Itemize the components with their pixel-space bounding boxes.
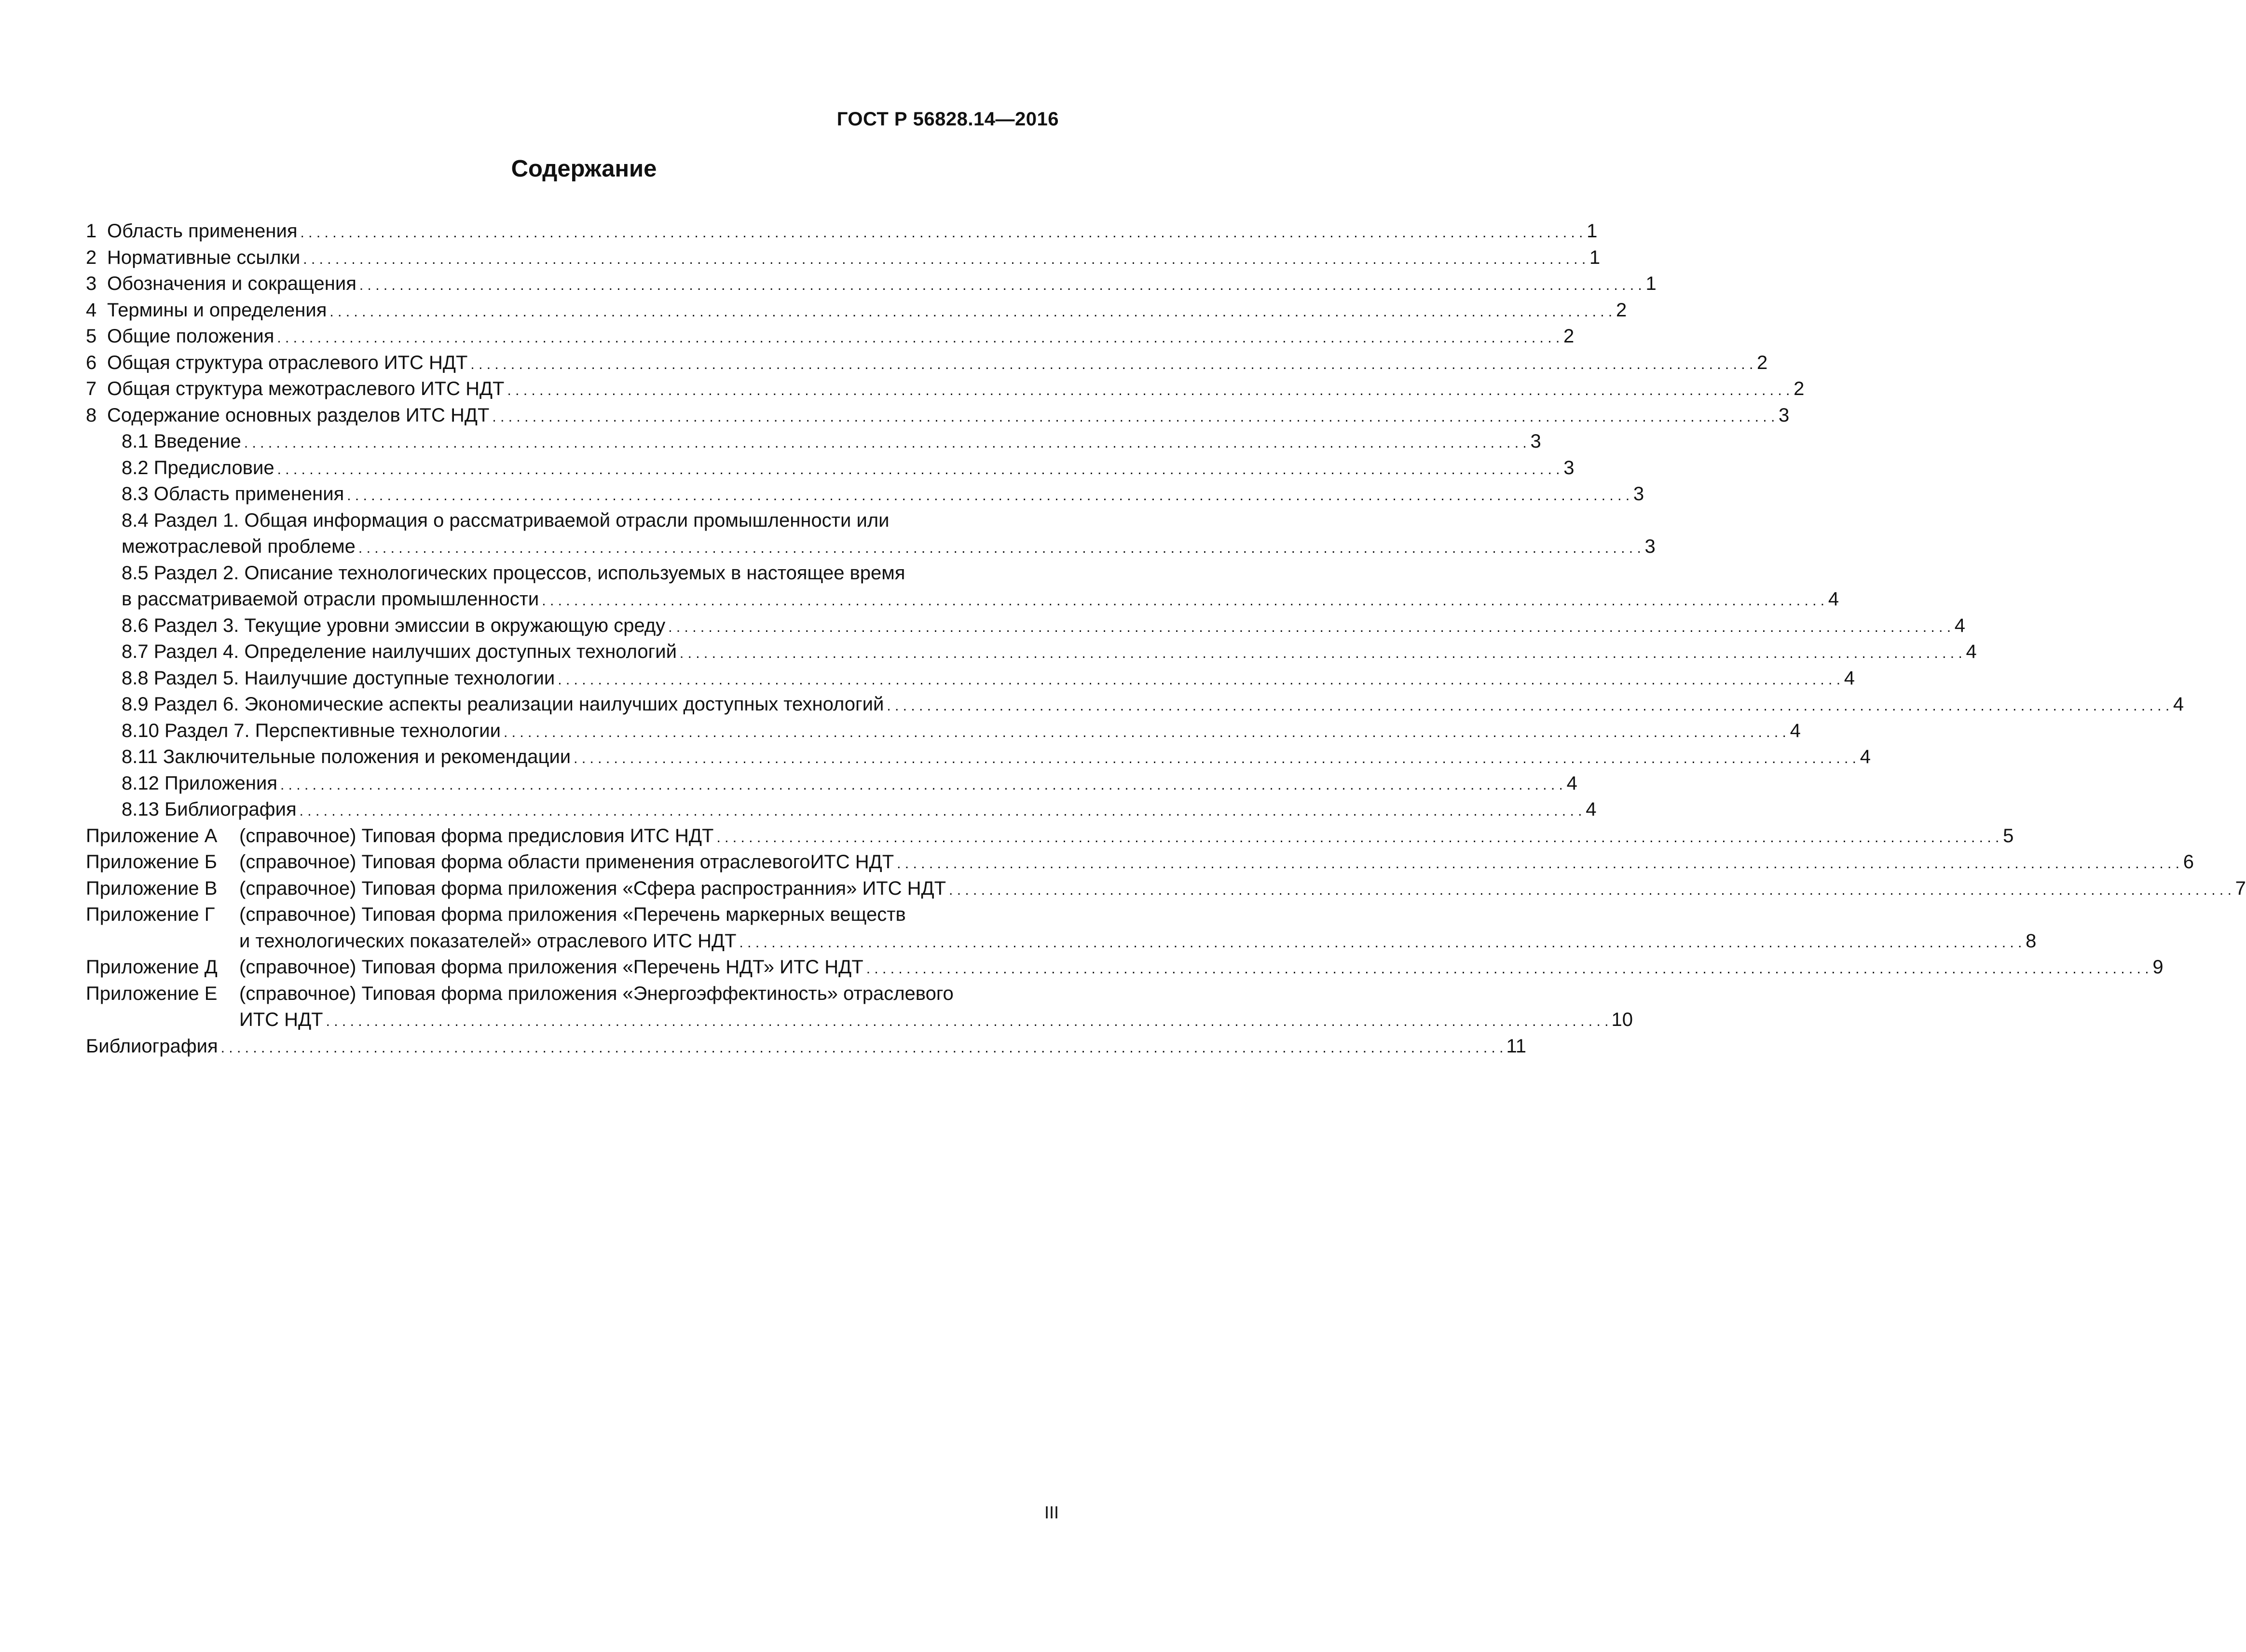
toc-subentry[interactable] xyxy=(86,560,1059,587)
toc-entry-page: 7 xyxy=(2235,877,2246,899)
toc-appendix-continuation[interactable] xyxy=(86,928,2037,955)
leader-dots xyxy=(716,825,1999,851)
toc-bibliography[interactable] xyxy=(86,1033,1527,1060)
toc-subentry[interactable] xyxy=(86,718,1801,744)
toc-subentry[interactable] xyxy=(86,481,1644,507)
appendix-title: (справочное) Типовая форма приложения «Перечень маркерных веществ xyxy=(239,904,906,925)
toc-entry-page: 2 xyxy=(1616,299,1627,321)
appendix-title: (справочное) Типовая форма области применения отраслевогоИТС НДТ xyxy=(239,851,894,873)
toc-entry[interactable] xyxy=(86,271,1657,297)
toc-subentry-continuation[interactable] xyxy=(86,533,1656,560)
toc-subentry-title: 8.2 Предисловие xyxy=(122,457,274,478)
toc-entry[interactable] xyxy=(86,245,1601,271)
appendix-title-cont: и технологических показателей» отраслевого ИТС НДТ xyxy=(239,930,737,952)
toc-entry-page: 1 xyxy=(1587,220,1598,242)
appendix-label: Приложение Г xyxy=(86,904,215,925)
toc-subentry-title: 8.11 Заключительные положения и рекомендации xyxy=(122,746,571,767)
leader-dots xyxy=(358,535,1641,562)
toc-subentry-title-cont: в рассматриваемой отрасли промышленности xyxy=(122,588,539,610)
toc-entry[interactable] xyxy=(86,218,1598,245)
appendix-title: (справочное) Типовая форма предисловия ИТС НДТ xyxy=(239,825,714,846)
toc-subentry-title: 8.13 Библиография xyxy=(122,799,297,820)
leader-dots xyxy=(280,772,1563,799)
leader-dots xyxy=(680,641,1962,667)
toc-subentry-continuation[interactable] xyxy=(86,586,1839,613)
leader-dots xyxy=(558,667,1840,694)
leader-dots xyxy=(221,1035,1504,1062)
toc-entry-number: 6 xyxy=(86,352,97,373)
toc-entry-number: 5 xyxy=(86,326,97,347)
appendix-label: Приложение Б xyxy=(86,851,217,873)
toc-entry-page: 1 xyxy=(1645,273,1657,294)
leader-dots xyxy=(504,720,1786,746)
toc-entry[interactable] xyxy=(86,297,1627,324)
toc-entry-title: Обозначения и сокращения xyxy=(107,273,356,294)
toc-entry-page: 2 xyxy=(1757,352,1768,373)
bibliography-title: Библиография xyxy=(86,1035,218,1057)
leader-dots xyxy=(470,352,1753,378)
page-number: III xyxy=(1044,1502,1059,1522)
toc-entry-title: Термины и определения xyxy=(107,299,327,321)
leader-dots xyxy=(301,220,1583,246)
appendix-title-cont: ИТС НДТ xyxy=(239,1009,323,1030)
toc-subentry-title: 8.4 Раздел 1. Общая информация о рассматриваемой отрасли промышленности или xyxy=(122,509,890,531)
toc-entry-page: 4 xyxy=(2173,694,2184,715)
appendix-title: (справочное) Типовая форма приложения «Сфера распространния» ИТС НДТ xyxy=(239,877,946,899)
toc-entry-title: Содержание основных разделов ИТС НДТ xyxy=(107,404,490,426)
toc-subentry-title: 8.9 Раздел 6. Экономические аспекты реализации наилучших доступных технологий xyxy=(122,694,884,715)
toc-entry-page: 10 xyxy=(1611,1009,1633,1030)
leader-dots xyxy=(574,746,1856,772)
toc-entry-page: 3 xyxy=(1633,483,1644,505)
toc-entry-page: 11 xyxy=(1506,1035,1527,1057)
toc-entry[interactable] xyxy=(86,323,1575,350)
toc-subentry[interactable] xyxy=(86,665,1855,692)
leader-dots xyxy=(300,798,1582,825)
toc-subentry[interactable] xyxy=(86,796,1597,823)
toc-entry-page: 2 xyxy=(1563,326,1575,347)
toc-entry-page: 3 xyxy=(1563,457,1575,478)
toc-subentry[interactable] xyxy=(86,455,1575,481)
toc-entry-number: 4 xyxy=(86,299,97,321)
table-of-contents xyxy=(86,218,2246,1059)
toc-entry-page: 5 xyxy=(2003,825,2014,846)
leader-dots xyxy=(668,614,1951,641)
toc-subentry-title: 8.5 Раздел 2. Описание технологических процессов, используемых в настоящее время xyxy=(122,562,905,584)
toc-subentry[interactable] xyxy=(86,613,1966,639)
toc-entry-page: 3 xyxy=(1644,536,1656,557)
leader-dots xyxy=(507,378,1790,404)
toc-entry-page: 4 xyxy=(1954,614,1966,636)
toc-appendix[interactable] xyxy=(86,849,2194,875)
leader-dots xyxy=(887,693,2169,720)
toc-entry-page: 4 xyxy=(1966,641,1977,662)
leader-dots xyxy=(326,1009,1609,1035)
toc-entry-number: 7 xyxy=(86,378,97,399)
document-id: ГОСТ Р 56828.14—2016 xyxy=(836,109,1059,130)
toc-entry-page: 4 xyxy=(1566,772,1577,794)
toc-subentry[interactable] xyxy=(86,507,1059,534)
toc-subentry-title: 8.3 Область применения xyxy=(122,483,344,505)
leader-dots xyxy=(347,483,1630,509)
toc-subentry-title: 8.10 Раздел 7. Перспективные технологии xyxy=(122,720,501,741)
toc-entry-page: 1 xyxy=(1589,246,1601,268)
appendix-label: Приложение А xyxy=(86,825,218,846)
toc-subentry[interactable] xyxy=(86,639,1977,665)
toc-entry-page: 3 xyxy=(1530,431,1541,452)
toc-subentry-title: 8.7 Раздел 4. Определение наилучших доступных технологий xyxy=(122,641,677,662)
toc-entry-page: 4 xyxy=(1844,667,1855,689)
toc-subentry-title-cont: межотраслевой проблеме xyxy=(122,536,356,557)
leader-dots xyxy=(303,246,1586,273)
toc-subentry[interactable] xyxy=(86,428,1541,455)
toc-appendix[interactable] xyxy=(86,954,2164,981)
toc-subentry-title: 8.8 Раздел 5. Наилучшие доступные технологии xyxy=(122,667,555,689)
toc-entry-title: Общие положения xyxy=(107,326,274,347)
toc-appendix[interactable] xyxy=(86,981,1059,1007)
toc-subentry-title: 8.12 Приложения xyxy=(122,772,277,794)
leader-dots xyxy=(329,299,1612,326)
leader-dots xyxy=(492,404,1775,431)
leader-dots xyxy=(277,325,1560,352)
leader-dots xyxy=(359,273,1642,299)
toc-entry[interactable] xyxy=(86,402,1790,429)
toc-appendix[interactable] xyxy=(86,875,2246,902)
toc-entry-number: 2 xyxy=(86,246,97,268)
toc-entry-page: 4 xyxy=(1586,799,1597,820)
toc-subentry[interactable] xyxy=(86,744,1871,770)
toc-entry-title: Область применения xyxy=(107,220,298,242)
leader-dots xyxy=(897,851,2179,877)
toc-entry[interactable] xyxy=(86,350,1768,376)
appendix-label: Приложение Е xyxy=(86,983,218,1004)
appendix-label: Приложение В xyxy=(86,877,218,899)
toc-subentry[interactable] xyxy=(86,770,1577,797)
toc-subentry[interactable] xyxy=(86,691,2184,718)
appendix-title: (справочное) Типовая форма приложения «Энергоэффектиность» отраслевого xyxy=(239,983,954,1004)
toc-appendix[interactable] xyxy=(86,901,1059,928)
appendix-label: Приложение Д xyxy=(86,956,218,978)
leader-dots xyxy=(542,588,1824,614)
appendix-title: (справочное) Типовая форма приложения «Перечень НДТ» ИТС НДТ xyxy=(239,956,863,978)
toc-entry-page: 8 xyxy=(2026,930,2037,952)
toc-entry-page: 6 xyxy=(2183,851,2194,873)
leader-dots xyxy=(949,877,2232,904)
toc-entry-title: Общая структура межотраслевого ИТС НДТ xyxy=(107,378,505,399)
toc-entry-page: 4 xyxy=(1860,746,1871,767)
toc-appendix[interactable] xyxy=(86,823,2014,849)
toc-entry-number: 8 xyxy=(86,404,97,426)
page-title: Содержание xyxy=(511,156,657,182)
toc-entry-page: 3 xyxy=(1779,404,1790,426)
toc-appendix-continuation[interactable] xyxy=(86,1007,1633,1033)
toc-entry-title: Нормативные ссылки xyxy=(107,246,301,268)
toc-entry-title: Общая структура отраслевого ИТС НДТ xyxy=(107,352,468,373)
toc-subentry-title: 8.1 Введение xyxy=(122,431,241,452)
toc-entry-number: 1 xyxy=(86,220,97,242)
leader-dots xyxy=(866,956,2149,983)
leader-dots xyxy=(244,430,1527,457)
leader-dots xyxy=(277,457,1560,483)
toc-entry-page: 4 xyxy=(1790,720,1801,741)
toc-subentry-title: 8.6 Раздел 3. Текущие уровни эмиссии в окружающую среду xyxy=(122,614,666,636)
toc-entry[interactable] xyxy=(86,376,1805,402)
toc-entry-page: 4 xyxy=(1828,588,1839,610)
leader-dots xyxy=(740,930,2022,956)
toc-entry-page: 9 xyxy=(2152,956,2164,978)
toc-entry-page: 2 xyxy=(1794,378,1805,399)
toc-entry-number: 3 xyxy=(86,273,97,294)
